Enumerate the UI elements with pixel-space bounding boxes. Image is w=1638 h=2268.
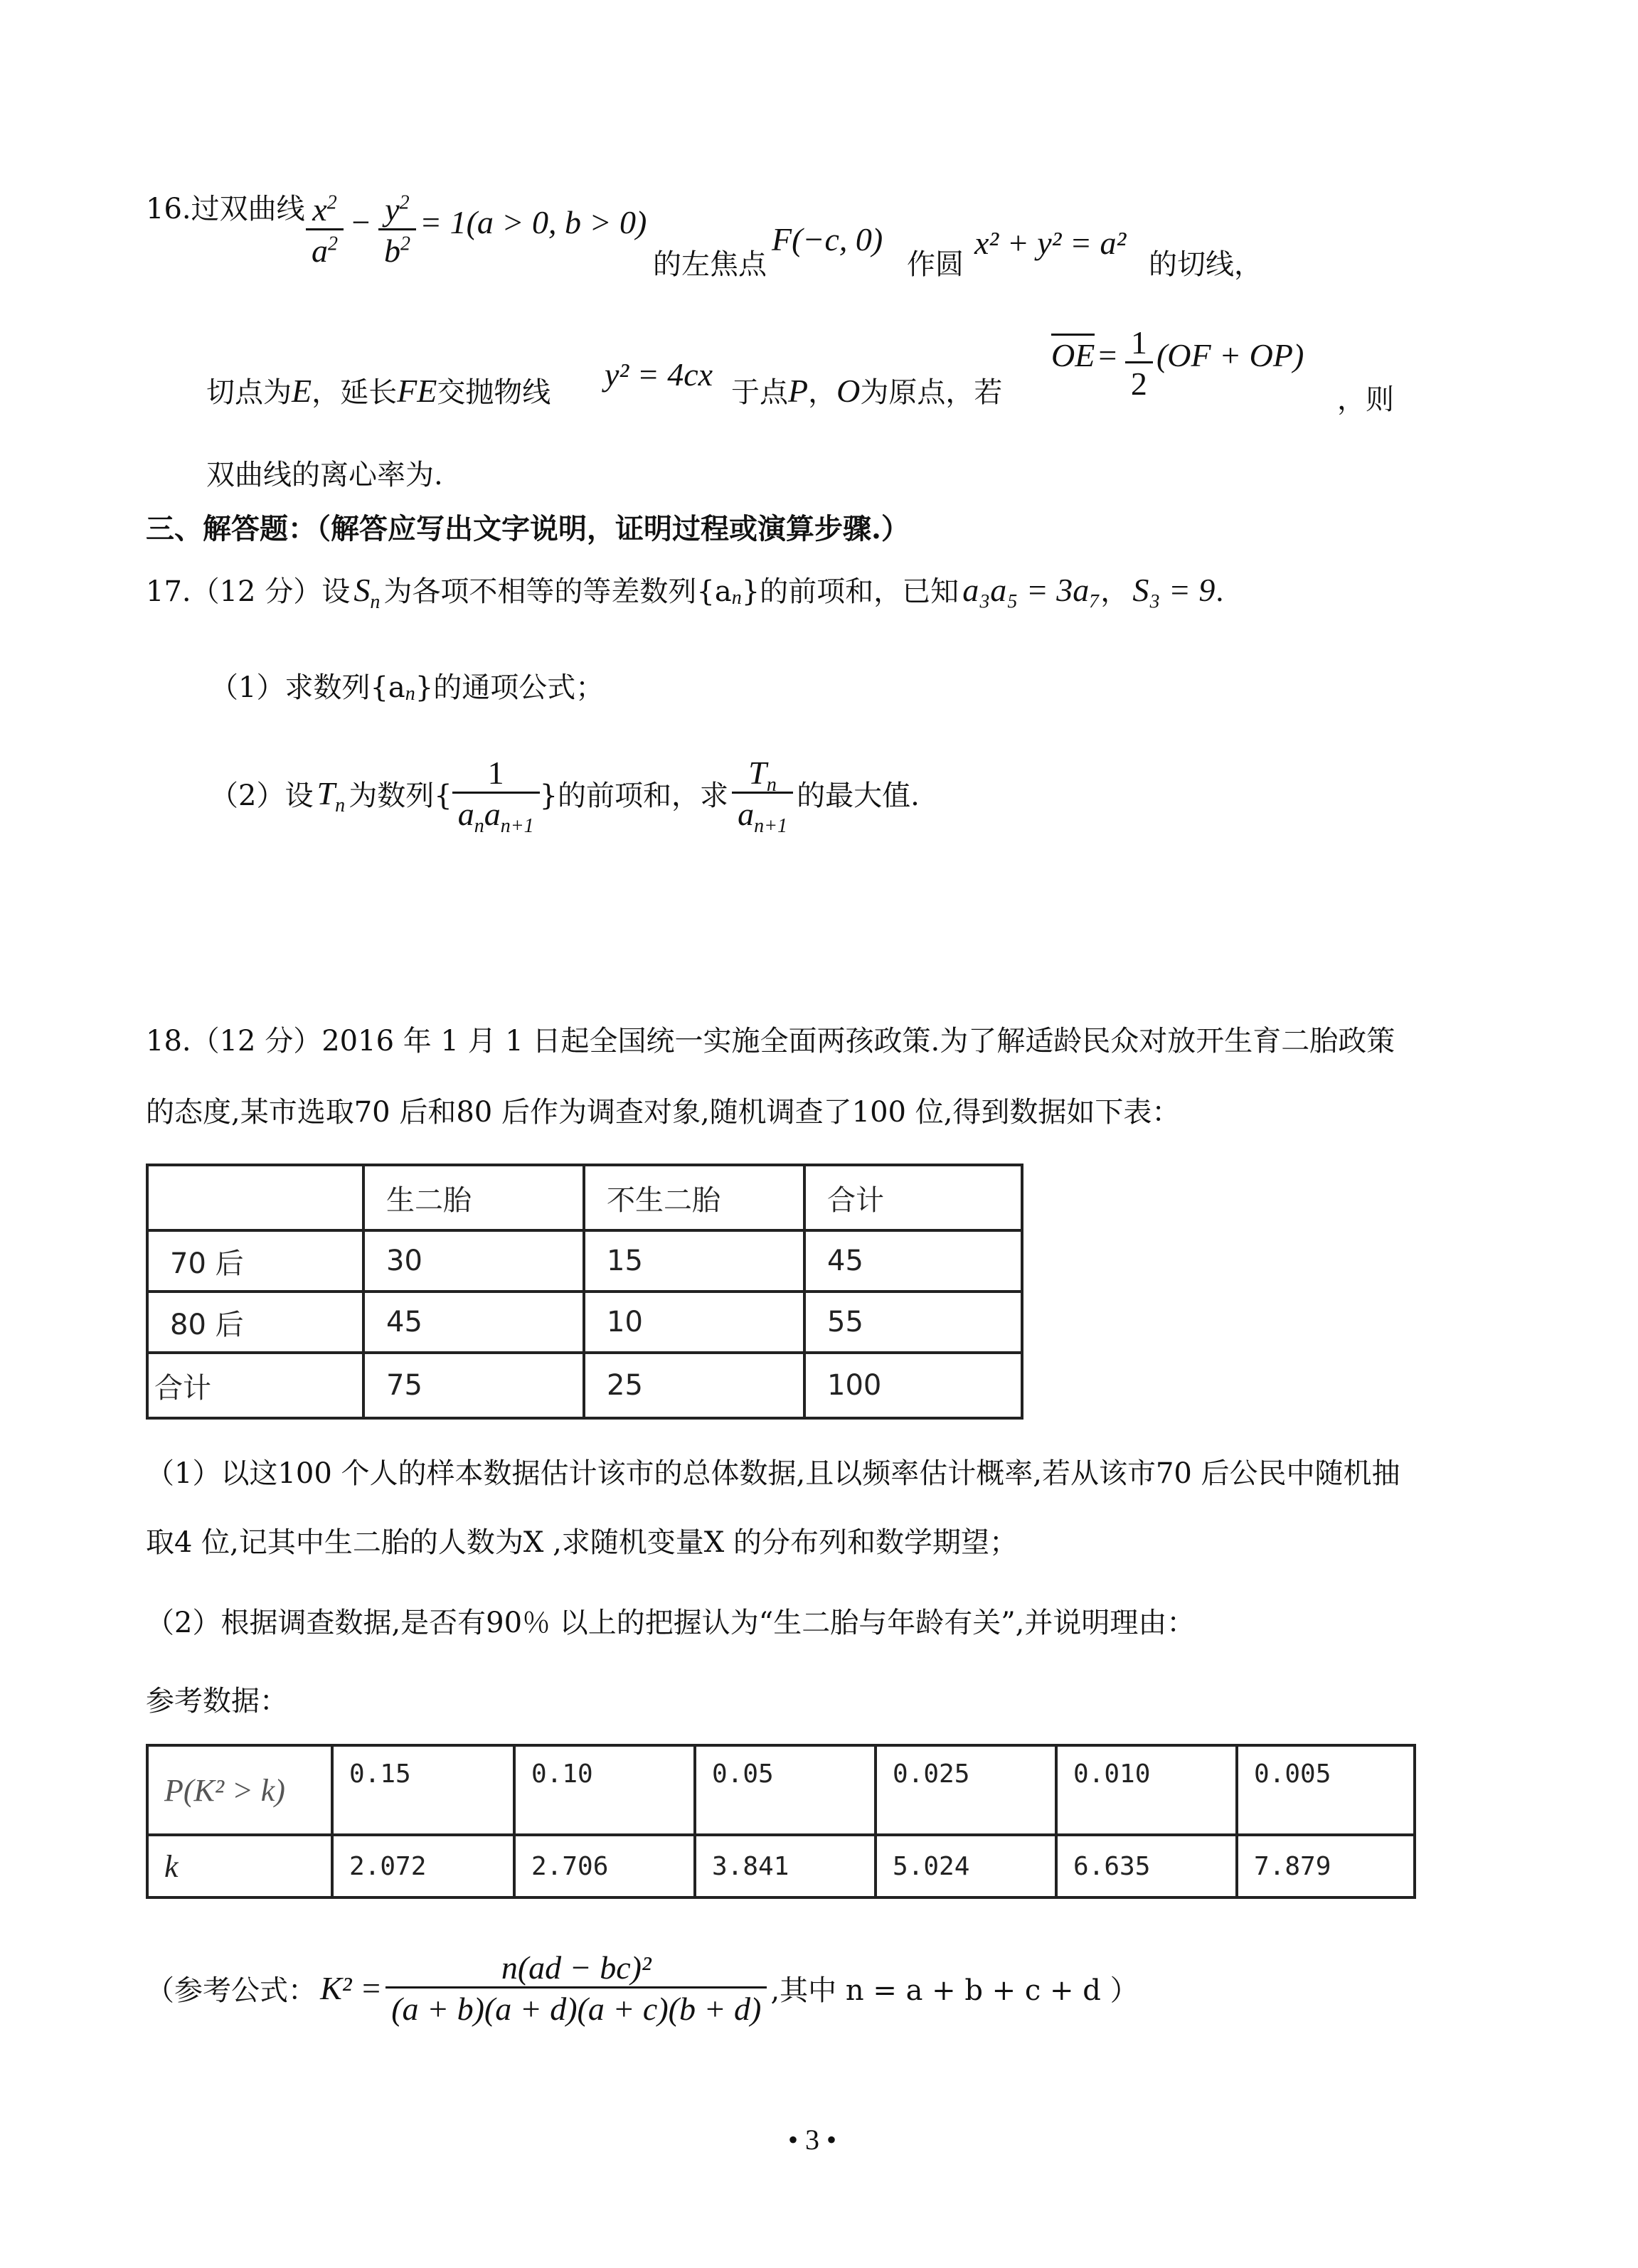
segment-FE: FE xyxy=(397,373,437,409)
table-cell: 70 后 xyxy=(147,1230,363,1292)
q17-cond2: S₃ = 9 xyxy=(1132,572,1216,608)
q17-stem-a: 17.（12 分）设 xyxy=(146,575,351,608)
q16-line2-rest xyxy=(731,370,1002,410)
formula-lhs: K² = xyxy=(320,1970,383,2006)
table-cell: P(K² > k) xyxy=(147,1745,332,1835)
q17-stem xyxy=(146,569,1225,614)
table-row xyxy=(147,1353,1022,1418)
q17-cond1: a₃a₅ = 3a₇ xyxy=(962,572,1101,608)
formula-numerator: n(ad − bc)² xyxy=(501,1949,652,1986)
q18-p2: （2）根据调查数据,是否有90％ 以上的把握认为“生二胎与年龄有关”,并说明理由： xyxy=(146,1607,1196,1639)
parabola-eq: y² = 4cx xyxy=(605,356,713,393)
T-n: $T_n$ xyxy=(317,775,346,817)
S-n: $S_n$ xyxy=(353,572,381,614)
table-cell: 6.635 xyxy=(1056,1835,1237,1897)
ratio-fraction: $\frac{T_n}{a_{n+1}}$ xyxy=(732,754,793,833)
q17-p1-a: （1）求数列{a xyxy=(210,671,405,704)
point-E: E xyxy=(292,373,312,409)
q16-line2-c: 交抛物线 xyxy=(437,376,551,409)
chi-square-formula xyxy=(146,1949,1139,2028)
table-cell: 7.879 xyxy=(1237,1835,1415,1897)
q18-p1-line2: 取4 位,记其中生二胎的人数为X ,求随机变量X 的分布列和数学期望； xyxy=(146,1526,1018,1559)
q16-text-tangent: 的切线， xyxy=(1149,248,1262,281)
q17-stem-b: 为各项不相等的等差数列{a xyxy=(383,575,732,608)
reciprocal-fraction: $\frac{1}{a_na_{n+1}}$ xyxy=(452,754,540,833)
hyperbola-y-fraction: $\frac{y^2}{b^2}$ xyxy=(378,191,416,270)
table-cell: 0.010 xyxy=(1056,1745,1237,1835)
hyperbola-equation: $\frac{x^2}{a^2}$ − $\frac{y^2}{b^2}$ = 1(a > 0, b > 0) xyxy=(306,191,647,270)
table-cell: 15 xyxy=(584,1230,804,1292)
formula-fraction xyxy=(385,1949,767,2028)
table-cell: 45 xyxy=(363,1292,584,1353)
q16-circle-eq: x² + y² = a² xyxy=(974,225,1127,261)
q16-text-circle: 作圆 xyxy=(907,248,964,281)
q16-line2-e: ， xyxy=(808,376,837,409)
table-cell xyxy=(147,1165,363,1230)
vector-sum: (OF + OP) xyxy=(1156,337,1304,373)
table-cell: 合计 xyxy=(804,1165,1022,1230)
q17-p2-d: 的最大值. xyxy=(797,779,920,812)
page-number: • 3 • xyxy=(788,2124,837,2156)
formula-denominator: (a + b)(a + d)(a + c)(b + d) xyxy=(385,1986,767,2028)
table-cell: 合计 xyxy=(147,1353,363,1418)
q17-p2-b: 为数列{ xyxy=(349,779,452,812)
table-cell: 3.841 xyxy=(695,1835,876,1897)
q17-part2 xyxy=(210,754,920,838)
table-cell: 2.706 xyxy=(514,1835,695,1897)
half-fraction: $\frac{1}{2}$ xyxy=(1125,324,1153,403)
survey-table xyxy=(146,1164,1023,1420)
table-row xyxy=(147,1230,1022,1292)
section-note: （解答应写出文字说明，证明过程或演算步骤.） xyxy=(317,512,910,545)
sub-n: n xyxy=(731,587,742,609)
q16-text-focus: 的左焦点 xyxy=(653,248,767,281)
q17-sep: ， xyxy=(1100,575,1129,608)
q17-p1-b: }的通项公式； xyxy=(415,671,605,704)
ref-label: 参考数据： xyxy=(146,1685,288,1718)
q17-part1 xyxy=(210,665,604,706)
vector-OE: OE xyxy=(1051,334,1095,373)
q18-line2: 的态度,某市选取70 后和80 后作为调查对象,随机调查了100 位,得到数据如下表： xyxy=(146,1096,1181,1129)
table-cell: 0.025 xyxy=(876,1745,1056,1835)
table-cell: 30 xyxy=(363,1230,584,1292)
table-cell: 0.05 xyxy=(695,1745,876,1835)
q17-stem-c: }的前项和，已知 xyxy=(741,575,959,608)
formula-tail: ,其中 n = a + b + c + d ） xyxy=(770,1974,1139,2007)
table-cell: 0.15 xyxy=(332,1745,514,1835)
reference-table xyxy=(146,1744,1416,1899)
table-cell: 25 xyxy=(584,1353,804,1418)
table-cell: 75 xyxy=(363,1353,584,1418)
table-cell: 生二胎 xyxy=(363,1165,584,1230)
formula-lead: （参考公式： xyxy=(146,1974,317,2007)
q16-lead: 16.过双曲线 xyxy=(146,193,305,225)
table-cell: 5.024 xyxy=(876,1835,1056,1897)
vector-equation: OE = $\frac{1}{2}$ (OF + OP) xyxy=(1051,324,1304,402)
hyperbola-condition: = 1(a > 0, b > 0) xyxy=(420,204,647,240)
table-cell: 80 后 xyxy=(147,1292,363,1353)
section-title: 三、解答题： xyxy=(146,512,317,545)
q16-line3: 双曲线的离心率为. xyxy=(206,459,443,491)
sub-n: n xyxy=(405,683,415,706)
hyperbola-x-fraction: $\frac{x^2}{a^2}$ xyxy=(306,191,344,270)
table-row xyxy=(147,1745,1415,1835)
table-header-row xyxy=(147,1165,1022,1230)
table-cell: 100 xyxy=(804,1353,1022,1418)
section-heading xyxy=(146,506,910,547)
q16-line2-g: ，则 xyxy=(1337,383,1394,416)
q18-line1: 18.（12 分）2016 年 1 月 1 日起全国统一实施全面两孩政策.为了解适龄民众对放开生育二胎政策 xyxy=(146,1025,1395,1058)
q16-line1 xyxy=(146,186,305,227)
table-cell: 10 xyxy=(584,1292,804,1353)
q16-focus: F(−c, 0) xyxy=(772,221,883,257)
q17-p2-c: }的前项和，求 xyxy=(539,779,729,812)
q17-p2-a: （2）设 xyxy=(210,779,314,812)
q18-p1-line1: （1）以这100 个人的样本数据估计该市的总体数据,且以频率估计概率,若从该市70 后公民中随机抽 xyxy=(146,1457,1400,1490)
table-cell: k xyxy=(147,1835,332,1897)
point-P: P xyxy=(788,373,809,409)
q16-line2 xyxy=(206,370,551,410)
table-cell: 不生二胎 xyxy=(584,1165,804,1230)
table-cell: 2.072 xyxy=(332,1835,514,1897)
q17-end: . xyxy=(1215,575,1225,608)
point-O: O xyxy=(836,373,861,409)
table-row xyxy=(147,1835,1415,1897)
q16-line2-d: 于点 xyxy=(731,376,788,409)
table-cell: 0.10 xyxy=(514,1745,695,1835)
table-cell: 45 xyxy=(804,1230,1022,1292)
q16-line2-f: 为原点，若 xyxy=(860,376,1003,409)
q16-line2-a: 切点为 xyxy=(206,376,292,409)
table-cell: 55 xyxy=(804,1292,1022,1353)
table-row xyxy=(147,1292,1022,1353)
table-cell: 0.005 xyxy=(1237,1745,1415,1835)
q16-line2-b: ，延长 xyxy=(312,376,398,409)
